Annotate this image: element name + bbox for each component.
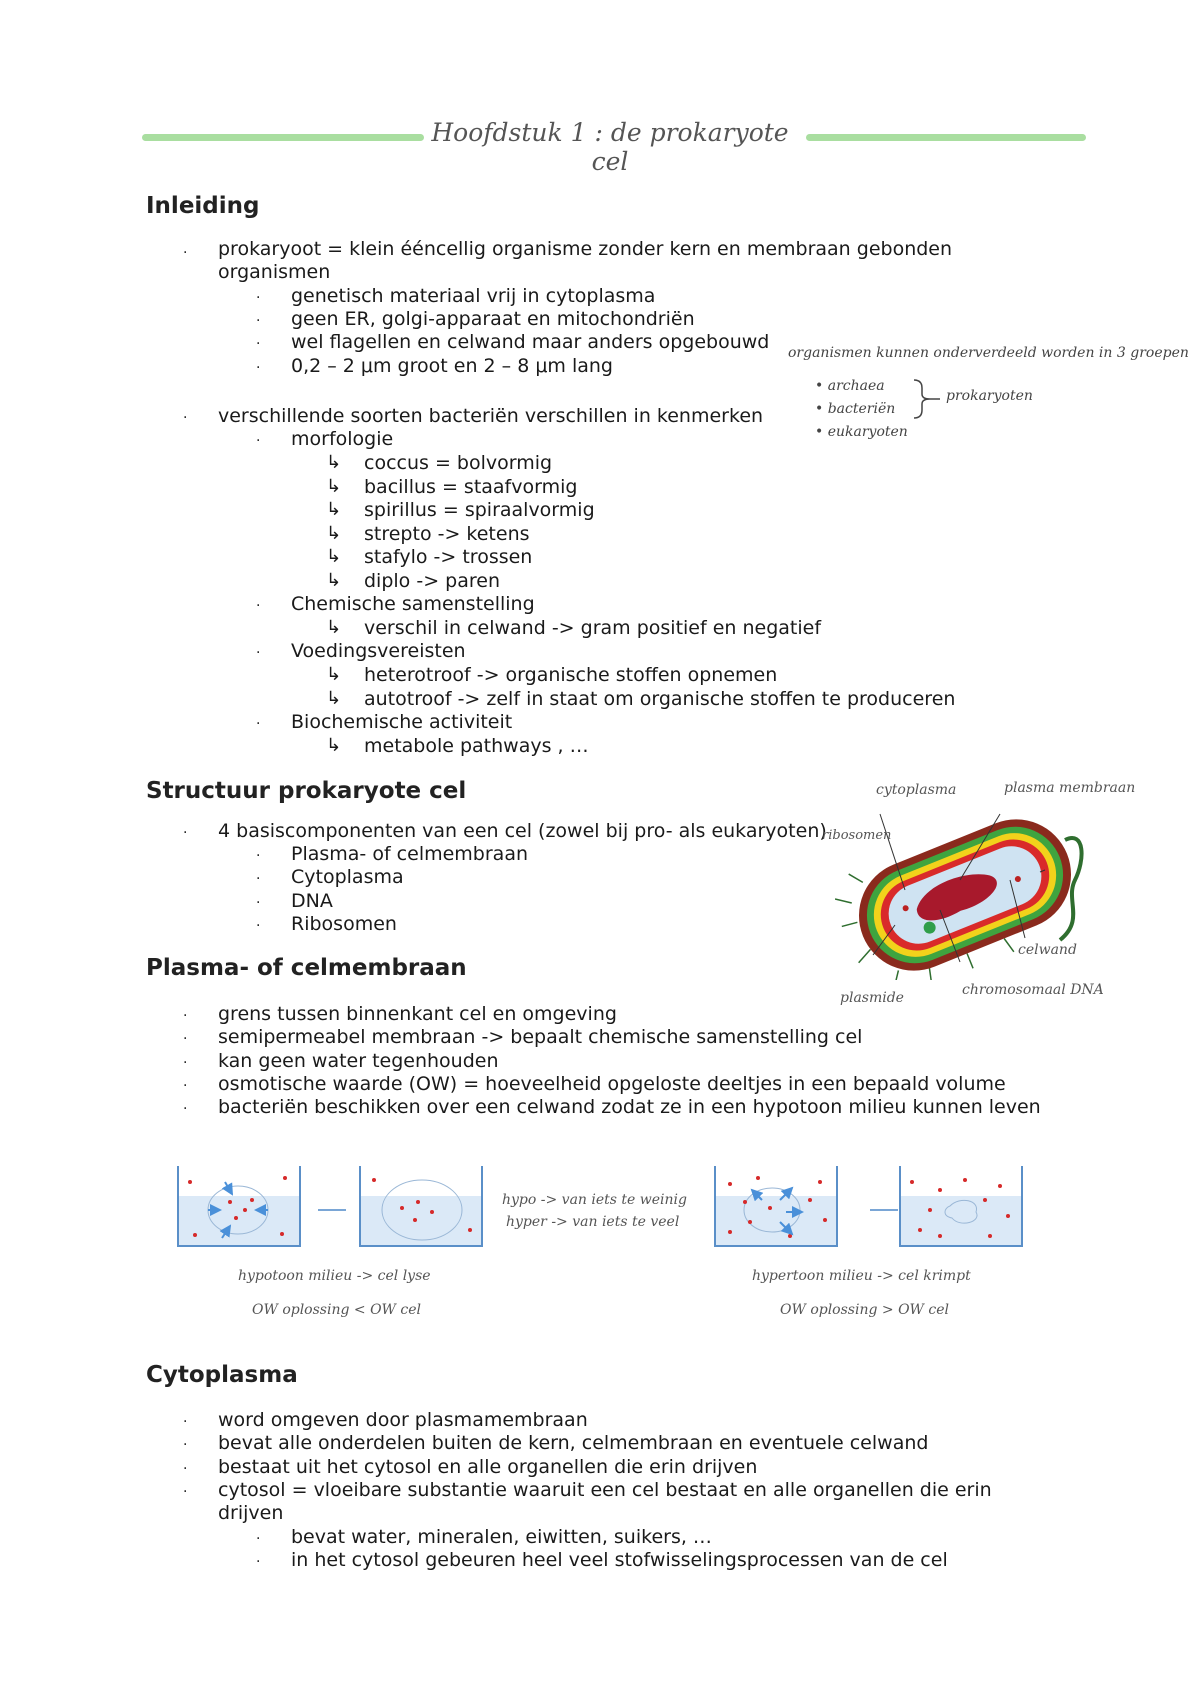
plasma-bullet: osmotische waarde (OW) = hoeveelheid opgeloste deeltjes in een bepaald volume [218, 1073, 1006, 1095]
intro-sub-item: genetisch materiaal vrij in cytoplasma [291, 285, 656, 307]
voeding-item: heterotroof -> organische stoffen opnemen [364, 664, 778, 686]
groups-note-item: • eukaryoten [815, 424, 908, 440]
heading-plasma: Plasma- of celmembraan [146, 955, 467, 981]
structuur-sub: Cytoplasma [291, 866, 404, 888]
cytoplasma-bullet: cytosol = vloeibare substantie waaruit een cel bestaat en alle organellen die erin [218, 1479, 992, 1501]
heading-cytoplasma: Cytoplasma [146, 1362, 298, 1388]
bullet-dot: · [256, 360, 261, 376]
bullet-dot: · [256, 871, 261, 887]
morfologie-label: morfologie [291, 428, 394, 450]
arrow-icon: ↳ [326, 570, 342, 591]
arrow-icon: ↳ [326, 546, 342, 567]
hypertoon-caption: hypertoon milieu -> cel krimpt [752, 1268, 971, 1284]
bullet-dot: · [256, 290, 261, 306]
bullet-dot: · [256, 716, 261, 732]
bullet-dot: · [256, 645, 261, 661]
label-celwand: celwand [1018, 942, 1077, 958]
heading-inleiding: Inleiding [146, 193, 260, 219]
bullet-dot: · [256, 598, 261, 614]
bullet-dot: · [183, 1055, 188, 1071]
bullet-dot: · [183, 1031, 188, 1047]
chemisch-item: verschil in celwand -> gram positief en negatief [364, 617, 822, 639]
intro-sub-item: 0,2 – 2 μm groot en 2 – 8 μm lang [291, 355, 613, 377]
heading-structuur: Structuur prokaryote cel [146, 778, 467, 804]
bullet-dot: · [183, 1484, 188, 1500]
title-rule-right [806, 134, 1086, 141]
bullet-dot: · [256, 336, 261, 352]
bullet-dot: · [183, 1437, 188, 1453]
cytoplasma-bullet: word omgeven door plasmamembraan [218, 1409, 588, 1431]
bullet-dot: · [183, 825, 188, 841]
bullet-dot: · [183, 1008, 188, 1024]
title-rule-left [142, 134, 424, 141]
osmosis-diagram [170, 1160, 1030, 1260]
intro-sub-item: geen ER, golgi-apparaat en mitochondriën [291, 308, 695, 330]
label-ribosomen: ribosomen [822, 828, 892, 843]
intro-sub-item: wel flagellen en celwand maar anders opgebouwd [291, 331, 770, 353]
bullet-dot: · [256, 848, 261, 864]
plasma-bullet: semipermeabel membraan -> bepaalt chemische samenstelling cel [218, 1026, 863, 1048]
structuur-sub: Ribosomen [291, 913, 397, 935]
brace-label: prokaryoten [946, 388, 1033, 404]
bullet-dot: · [256, 895, 261, 911]
arrow-icon: ↳ [326, 452, 342, 473]
groups-note-title: organismen kunnen onderverdeeld worden in 3 groepen [788, 345, 1189, 361]
arrow-icon: ↳ [326, 476, 342, 497]
hypertoon-subcaption: OW oplossing > OW cel [780, 1302, 949, 1318]
arrow-icon: ↳ [326, 617, 342, 638]
bullet-dot: · [256, 1554, 261, 1570]
bullet-dot: · [256, 313, 261, 329]
groups-note-label: bacteriën [827, 401, 896, 417]
chemisch-label: Chemische samenstelling [291, 593, 535, 615]
biochem-item: metabole pathways , … [364, 735, 589, 757]
groups-note-item: • archaea [815, 378, 885, 394]
morfologie-item: coccus = bolvormig [364, 452, 553, 474]
plasma-bullet: bacteriën beschikken over een celwand zodat ze in een hypotoon milieu kunnen leven [218, 1096, 1041, 1118]
label-plasma-membraan: plasma membraan [1004, 780, 1136, 796]
arrow-icon: ↳ [326, 735, 342, 756]
cytoplasma-bullet: bevat alle onderdelen buiten de kern, celmembraan en eventuele celwand [218, 1432, 929, 1454]
intro-bullet-1: prokaryoot = klein ééncellig organisme zonder kern en membraan gebonden [218, 238, 953, 260]
cytoplasma-bullet-cont: drijven [218, 1502, 284, 1524]
morfologie-item: bacillus = staafvormig [364, 476, 578, 498]
groups-note-item: • bacteriën [815, 401, 896, 417]
bullet-dot: · [183, 1461, 188, 1477]
page-title: Hoofdstuk 1 : de prokaryote cel [431, 118, 789, 176]
label-chromosomaal-dna: chromosomaal DNA [962, 982, 1104, 998]
cytoplasma-sub: bevat water, mineralen, eiwitten, suikers, … [291, 1526, 712, 1548]
plasma-bullet: grens tussen binnenkant cel en omgeving [218, 1003, 617, 1025]
morfologie-item: diplo -> paren [364, 570, 500, 592]
groups-note-label: eukaryoten [827, 424, 908, 440]
groups-note-label: archaea [827, 378, 885, 394]
arrow-icon: ↳ [326, 499, 342, 520]
label-plasmide: plasmide [840, 990, 904, 1006]
bullet-dot: · [256, 1531, 261, 1547]
hypo-note: hypo -> van iets te weinig [502, 1192, 687, 1208]
plasma-bullet: kan geen water tegenhouden [218, 1050, 499, 1072]
morfologie-item: spirillus = spiraalvormig [364, 499, 595, 521]
bullet-dot: · [183, 1101, 188, 1117]
structuur-sub: DNA [291, 890, 333, 912]
cytoplasma-sub: in het cytosol gebeuren heel veel stofwisselingsprocessen van de cel [291, 1549, 948, 1571]
label-cytoplasma: cytoplasma [876, 782, 957, 798]
bullet-dot: · [256, 433, 261, 449]
hyper-note: hyper -> van iets te veel [506, 1214, 680, 1230]
voeding-item: autotroof -> zelf in staat om organische stoffen te produceren [364, 688, 956, 710]
arrow-icon: ↳ [326, 523, 342, 544]
bullet-dot: · [183, 410, 188, 426]
arrow-icon: ↳ [326, 664, 342, 685]
structuur-bullet: 4 basiscomponenten van een cel (zowel bij pro- als eukaryoten) [218, 820, 827, 842]
hypotoon-caption: hypotoon milieu -> cel lyse [238, 1268, 431, 1284]
intro-bullet-2: verschillende soorten bacteriën verschillen in kenmerken [218, 405, 764, 427]
intro-bullet-1-cont: organismen [218, 261, 331, 283]
voeding-label: Voedingsvereisten [291, 640, 466, 662]
bullet-dot: · [183, 245, 188, 261]
cytoplasma-bullet: bestaat uit het cytosol en alle organellen die erin drijven [218, 1456, 758, 1478]
bullet-dot: · [183, 1414, 188, 1430]
biochem-label: Biochemische activiteit [291, 711, 513, 733]
arrow-icon: ↳ [326, 688, 342, 709]
morfologie-item: stafylo -> trossen [364, 546, 533, 568]
hypotoon-subcaption: OW oplossing < OW cel [252, 1302, 421, 1318]
bullet-dot: · [256, 918, 261, 934]
morfologie-item: strepto -> ketens [364, 523, 530, 545]
bullet-dot: · [183, 1078, 188, 1094]
structuur-sub: Plasma- of celmembraan [291, 843, 528, 865]
brace-icon [912, 378, 942, 420]
